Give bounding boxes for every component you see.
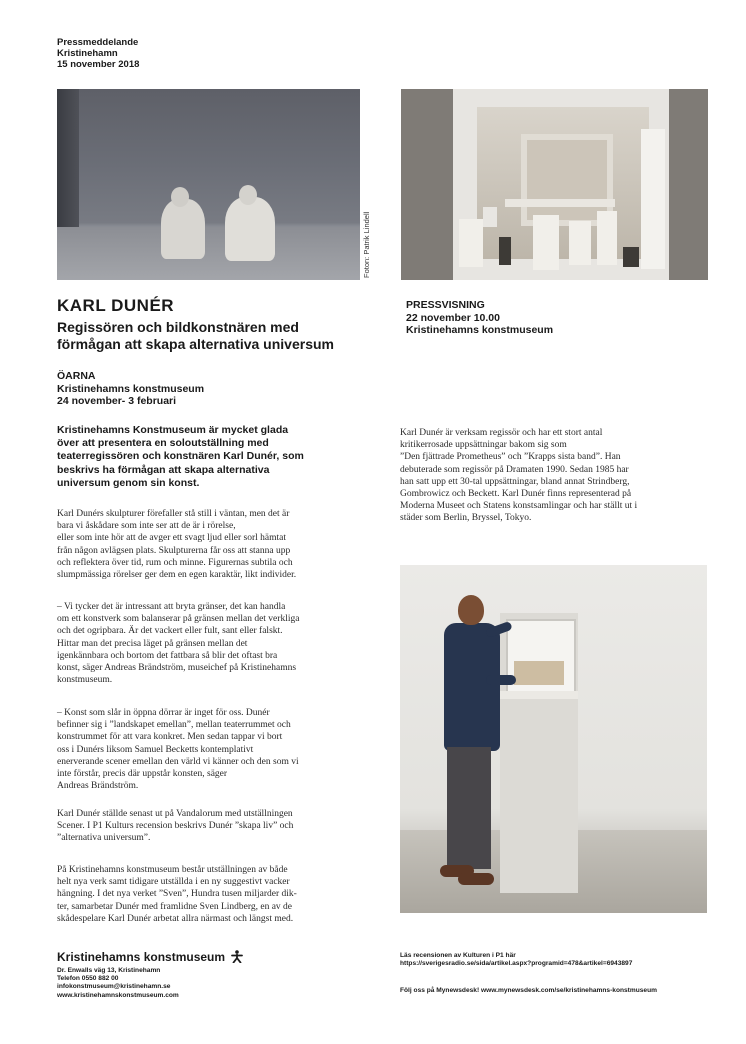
lead-line: universum genom sin konst. (57, 476, 200, 489)
doc-type: Pressmeddelande (57, 37, 139, 48)
body-line: konstmuseum. (57, 675, 113, 686)
lead-line: Kristinehamns Konstmuseum är mycket glada (57, 424, 289, 436)
mynewsdesk-link[interactable]: Följ oss på Mynewsdesk! www.mynewsdesk.com/se/kristinehamns-konstmuseum (400, 987, 657, 994)
exhibition-dates: 24 november- 3 februari (57, 395, 177, 407)
body-line: och det ogripbara. Är det vackert eller fult, sant eller falskt. (57, 626, 283, 637)
body-line: hängning. I det nya verket ”Sven”, Hundra tusen miljarder dik- (57, 889, 297, 900)
body-line: Karl Dunérs skulpturer förefaller stå still i väntan, men det är (57, 509, 290, 519)
body-paragraph-4 (57, 808, 293, 845)
body-line: Hittar man det precisa läget på gränsen mellan det (57, 638, 248, 649)
exhibition-venue: Kristinehamns konstmuseum (57, 382, 205, 395)
body-line: igenkännbara och bortom det fattbara så blir det oftast bra (57, 650, 278, 661)
body-paragraph-5 (57, 864, 297, 925)
subtitle-line: Regissören och bildkonstnären med (57, 319, 299, 335)
body-line: kritikerrosade uppsättningar bakom sig som (400, 440, 567, 451)
body-right-paragraph (400, 427, 637, 525)
press-viewing-date: 22 november 10.00 (406, 311, 500, 324)
body-line: Gombrowicz och Beckett. Karl Dunér finns representerad på (400, 489, 632, 500)
lead-line: teaterregissören och konstnären Karl Dunér, som (57, 450, 304, 463)
body-line: konst, säger Andreas Brändström, museichef på Kristinehamns (57, 663, 297, 674)
body-line: befinner sig i ”landskapet emellan”, mellan teaterrummet och (57, 720, 291, 731)
photo-credit: Foton: Patrik Lindell (362, 211, 371, 278)
artist-title: KARL DUNÉR (57, 296, 175, 315)
body-line: – Vi tycker det är intressant att bryta gränser, det kan handla (57, 602, 286, 612)
exhibition-name: ÖARNA (57, 370, 96, 382)
photo-artist-with-cabinet (400, 565, 707, 913)
body-paragraph-1 (57, 508, 296, 581)
body-line: helt nya verk samt tidigare utställda i en ny suggestivt vacker (57, 877, 290, 888)
body-line: ter, samarbetar Dunér med framlidne Sven Lindberg, en av de (57, 901, 293, 912)
address: Dr. Enwalls väg 13, Kristinehamn (57, 967, 161, 974)
museum-logo (57, 950, 243, 966)
body-paragraph-2 (57, 601, 299, 686)
website-link[interactable]: www.kristinehamnskonstmuseum.com (57, 991, 179, 999)
body-line: enerverande scener emellan den värld vi känner och den som vi (57, 756, 299, 767)
body-line: Moderna Museet och Statens konstsamlingar och har ställt ut i (400, 501, 638, 512)
lead-line: beskrivs ha förmågan att skapa alternativa (57, 463, 270, 476)
body-line: städer som Berlin, Bryssel, Tokyo. (400, 513, 532, 524)
body-line: Karl Dunér är verksam regissör och har ett stort antal (400, 428, 603, 438)
body-line: ”alternativa universum”. (57, 833, 151, 844)
body-line: Scener. I P1 Kulturs recension beskrivs Dunér ”skapa liv” och (57, 821, 294, 832)
body-line: slumpmässiga rörelser ger dem en egen karaktär, likt individer. (57, 570, 297, 581)
lead-paragraph (57, 424, 304, 490)
subtitle-line: förmågan att skapa alternativa universum (57, 336, 334, 352)
body-line: från någon avlägsen plats. Skulpturerna får oss att stanna upp (57, 545, 291, 556)
body-line: eller som inte hör att de avger ett svagt ljud eller sorl hämtat (57, 533, 286, 544)
location: Kristinehamn (57, 48, 118, 59)
body-line: På Kristinehamns konstmuseum består utställningen av både (57, 865, 288, 875)
body-line: oss i Dunérs liksom Samuel Becketts kontemplativt (57, 744, 254, 755)
phone: Telefon 0550 882 00 (57, 975, 119, 983)
email-link[interactable]: infokonstmuseum@kristinehamn.se (57, 983, 171, 991)
body-line: konstrummet för att vara konkret. Men sedan tappar vi bort (57, 732, 283, 743)
review-label: Läs recensionen av Kulturen i P1 här (400, 952, 516, 959)
body-line: ”Den fjättrade Prometheus” och ”Krapps sista band”. Han (400, 452, 621, 463)
body-line: inte förstår, precis där uppstår konsten, säger (57, 769, 228, 780)
subtitle (57, 319, 377, 353)
body-line: bara vi åskådare som inte ser att de är i rörelse, (57, 521, 236, 532)
exhibition-info (57, 370, 204, 408)
photo-sculptures-gallery (57, 89, 360, 280)
lead-line: över att presentera en soloutställning med (57, 437, 269, 450)
date: 15 november 2018 (57, 59, 140, 70)
body-paragraph-3 (57, 707, 299, 792)
body-line: Karl Dunér ställde senast ut på Vandalorum med utställningen (57, 809, 293, 819)
body-line: debuterade som regissör på Dramaten 1990. Sedan 1985 har (400, 464, 629, 475)
museum-brand-name: Kristinehamns konstmuseum (57, 950, 226, 964)
press-viewing-label: PRESSVISNING (406, 299, 485, 311)
body-line: skådespelare Karl Dunér arbetat allra närmast och längst med. (57, 913, 294, 924)
review-link[interactable]: https://sverigesradio.se/sida/artikel.aspx?programid=478&artikel=6943897 (400, 960, 633, 968)
photo-white-room-installation (401, 89, 708, 280)
press-viewing-venue: Kristinehamns konstmuseum (406, 324, 554, 336)
body-line: – Konst som slår in öppna dörrar är inget för oss. Dunér (57, 708, 270, 718)
body-line: Andreas Brändström. (57, 781, 139, 792)
walking-figure-icon (231, 950, 243, 966)
body-line: han satt upp ett 30-tal uppsättningar, bland annat Strindberg, (400, 476, 630, 487)
press-viewing (406, 299, 553, 337)
press-header (57, 37, 139, 70)
review-block (400, 952, 632, 968)
body-line: och reflektera över tid, rum och minne. Figurernas subtila och (57, 557, 293, 568)
body-line: om ett konstverk som balanserar på gränsen mellan det verkliga (57, 614, 300, 625)
contact-info (57, 967, 179, 1000)
